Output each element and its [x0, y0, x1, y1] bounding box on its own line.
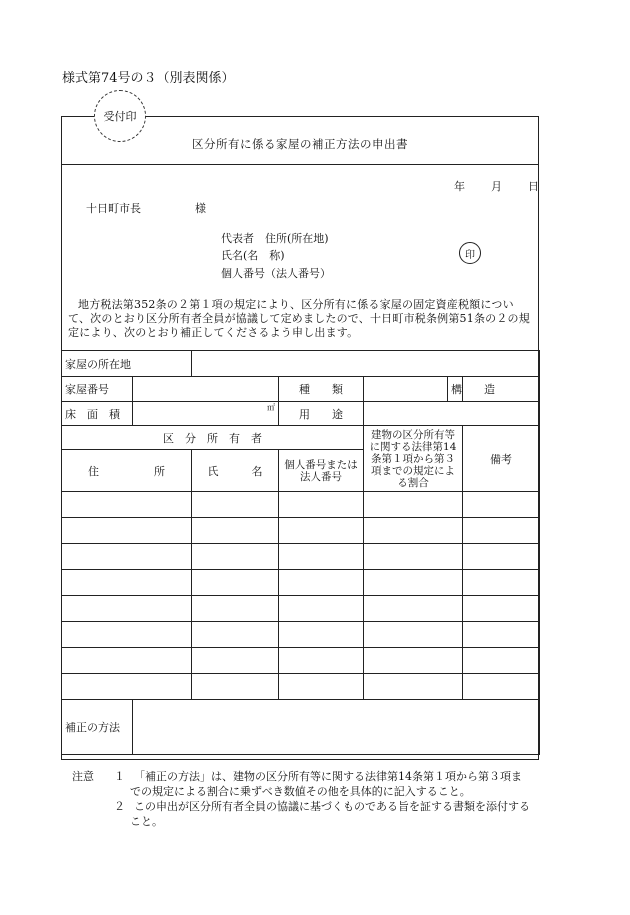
- owner-remarks-cell[interactable]: [463, 544, 540, 570]
- owner-address-cell[interactable]: [62, 622, 192, 648]
- number-row: [62, 377, 540, 402]
- divider: [62, 164, 538, 165]
- floor-area-label: 床 面 積: [62, 402, 133, 426]
- applicant-name-label: 氏名(名 称): [221, 249, 285, 262]
- owner-name-cell[interactable]: [192, 570, 279, 596]
- owner-address-cell[interactable]: [62, 648, 192, 674]
- type-field[interactable]: [364, 377, 448, 402]
- owner-name-cell[interactable]: [192, 596, 279, 622]
- owner-number-cell[interactable]: [279, 622, 364, 648]
- owner-remarks-cell[interactable]: [463, 674, 540, 700]
- owner-ratio-cell[interactable]: [364, 544, 463, 570]
- owner-ratio-cell[interactable]: [364, 596, 463, 622]
- owner-remarks-cell[interactable]: [463, 622, 540, 648]
- owner-remarks-cell[interactable]: [463, 492, 540, 518]
- house-number-label: 家屋番号: [62, 377, 133, 402]
- stamp-label: 受付印: [103, 110, 137, 123]
- owner-address-cell[interactable]: [62, 570, 192, 596]
- note-number-1: １: [114, 770, 125, 783]
- owner-remarks-cell[interactable]: [463, 596, 540, 622]
- owner-row: [62, 596, 540, 622]
- addressee-honorific: 様: [195, 202, 206, 215]
- owner-row: [62, 674, 540, 700]
- owner-ratio-cell[interactable]: [364, 622, 463, 648]
- owner-name-header: 氏 名: [192, 450, 279, 492]
- ratio-header: 建物の区分所有等に関する法律第14条第１項から第３項までの規定による割合: [364, 426, 463, 492]
- floor-area-field[interactable]: [133, 402, 279, 426]
- owner-address-cell[interactable]: [62, 518, 192, 544]
- reception-stamp-area: [94, 90, 146, 142]
- owners-header-row: [62, 426, 540, 450]
- owner-row: [62, 622, 540, 648]
- owner-row: [62, 648, 540, 674]
- note-number-2: ２: [114, 800, 125, 813]
- form-title: 区分所有に係る家屋の補正方法の申出書: [192, 137, 408, 151]
- owner-ratio-cell[interactable]: [364, 648, 463, 674]
- owner-address-cell[interactable]: [62, 544, 192, 570]
- owner-ratio-cell[interactable]: [364, 674, 463, 700]
- property-owner-table: [61, 350, 540, 755]
- location-field[interactable]: [192, 351, 540, 377]
- location-row: [62, 351, 540, 377]
- owner-name-cell[interactable]: [192, 674, 279, 700]
- addressee: 十日町市長: [86, 202, 141, 215]
- request-text: 地方税法第352条の２第１項の規定により、区分所有に係る家屋の固定資産税額について、次のとおり区分所有者全員が協議して定めましたので、十日町市税条例第51条の２の規定により、次のとおり補正してくださるよう申し出ます。: [68, 298, 530, 339]
- structure-label: 構 造: [448, 377, 463, 402]
- notes-prefix: 注意: [72, 770, 94, 783]
- owner-name-cell[interactable]: [192, 518, 279, 544]
- location-label: 家屋の所在地: [62, 351, 192, 377]
- applicant-number-label: 個人番号（法人番号）: [221, 267, 331, 280]
- date-month: 月: [491, 180, 502, 193]
- owner-address-header: 住 所: [62, 450, 192, 492]
- correction-field[interactable]: [133, 700, 540, 755]
- owner-name-cell[interactable]: [192, 544, 279, 570]
- owners-group-header: 区 分 所 有 者: [62, 426, 364, 450]
- owner-number-cell[interactable]: [279, 596, 364, 622]
- note-text-1: 「補正の方法」は、建物の区分所有等に関する法律第14条第１項から第３項までの規定による割合に乗ずべき数値その他を具体的に記入すること。: [130, 770, 522, 798]
- seal-mark: 印: [459, 242, 481, 264]
- owner-number-cell[interactable]: [279, 570, 364, 596]
- form-id: 様式第74号の３（別表関係）: [62, 71, 235, 86]
- area-row: [62, 402, 540, 426]
- owner-row: [62, 544, 540, 570]
- use-label: 用 途: [279, 402, 364, 426]
- owner-row: [62, 518, 540, 544]
- owner-ratio-cell[interactable]: [364, 570, 463, 596]
- owner-address-cell[interactable]: [62, 596, 192, 622]
- owner-number-header: 個人番号または法人番号: [279, 450, 364, 492]
- owner-address-cell[interactable]: [62, 674, 192, 700]
- owner-remarks-cell[interactable]: [463, 570, 540, 596]
- owner-remarks-cell[interactable]: [463, 518, 540, 544]
- owner-ratio-cell[interactable]: [364, 518, 463, 544]
- area-unit: ㎡: [267, 403, 275, 412]
- correction-row: [62, 700, 540, 755]
- owner-number-cell[interactable]: [279, 492, 364, 518]
- owner-ratio-cell[interactable]: [364, 492, 463, 518]
- date-year: 年: [454, 180, 465, 193]
- owner-name-cell[interactable]: [192, 622, 279, 648]
- owner-name-cell[interactable]: [192, 648, 279, 674]
- correction-label: 補正の方法: [62, 700, 133, 755]
- owner-number-cell[interactable]: [279, 674, 364, 700]
- owner-row: [62, 492, 540, 518]
- owner-number-cell[interactable]: [279, 544, 364, 570]
- applicant-address-label: 代表者 住所(所在地): [221, 232, 329, 245]
- note-text-2: この申出が区分所有者全員の協議に基づくものである旨を証する書類を添付すること。: [130, 800, 530, 828]
- owner-name-cell[interactable]: [192, 492, 279, 518]
- owner-row: [62, 570, 540, 596]
- owner-number-cell[interactable]: [279, 648, 364, 674]
- owner-number-cell[interactable]: [279, 518, 364, 544]
- use-field[interactable]: [364, 402, 540, 426]
- date-day: 日: [528, 180, 539, 193]
- remarks-header: 備考: [463, 426, 540, 492]
- type-label: 種 類: [279, 377, 364, 402]
- owner-address-cell[interactable]: [62, 492, 192, 518]
- owner-remarks-cell[interactable]: [463, 648, 540, 674]
- house-number-field[interactable]: [133, 377, 279, 402]
